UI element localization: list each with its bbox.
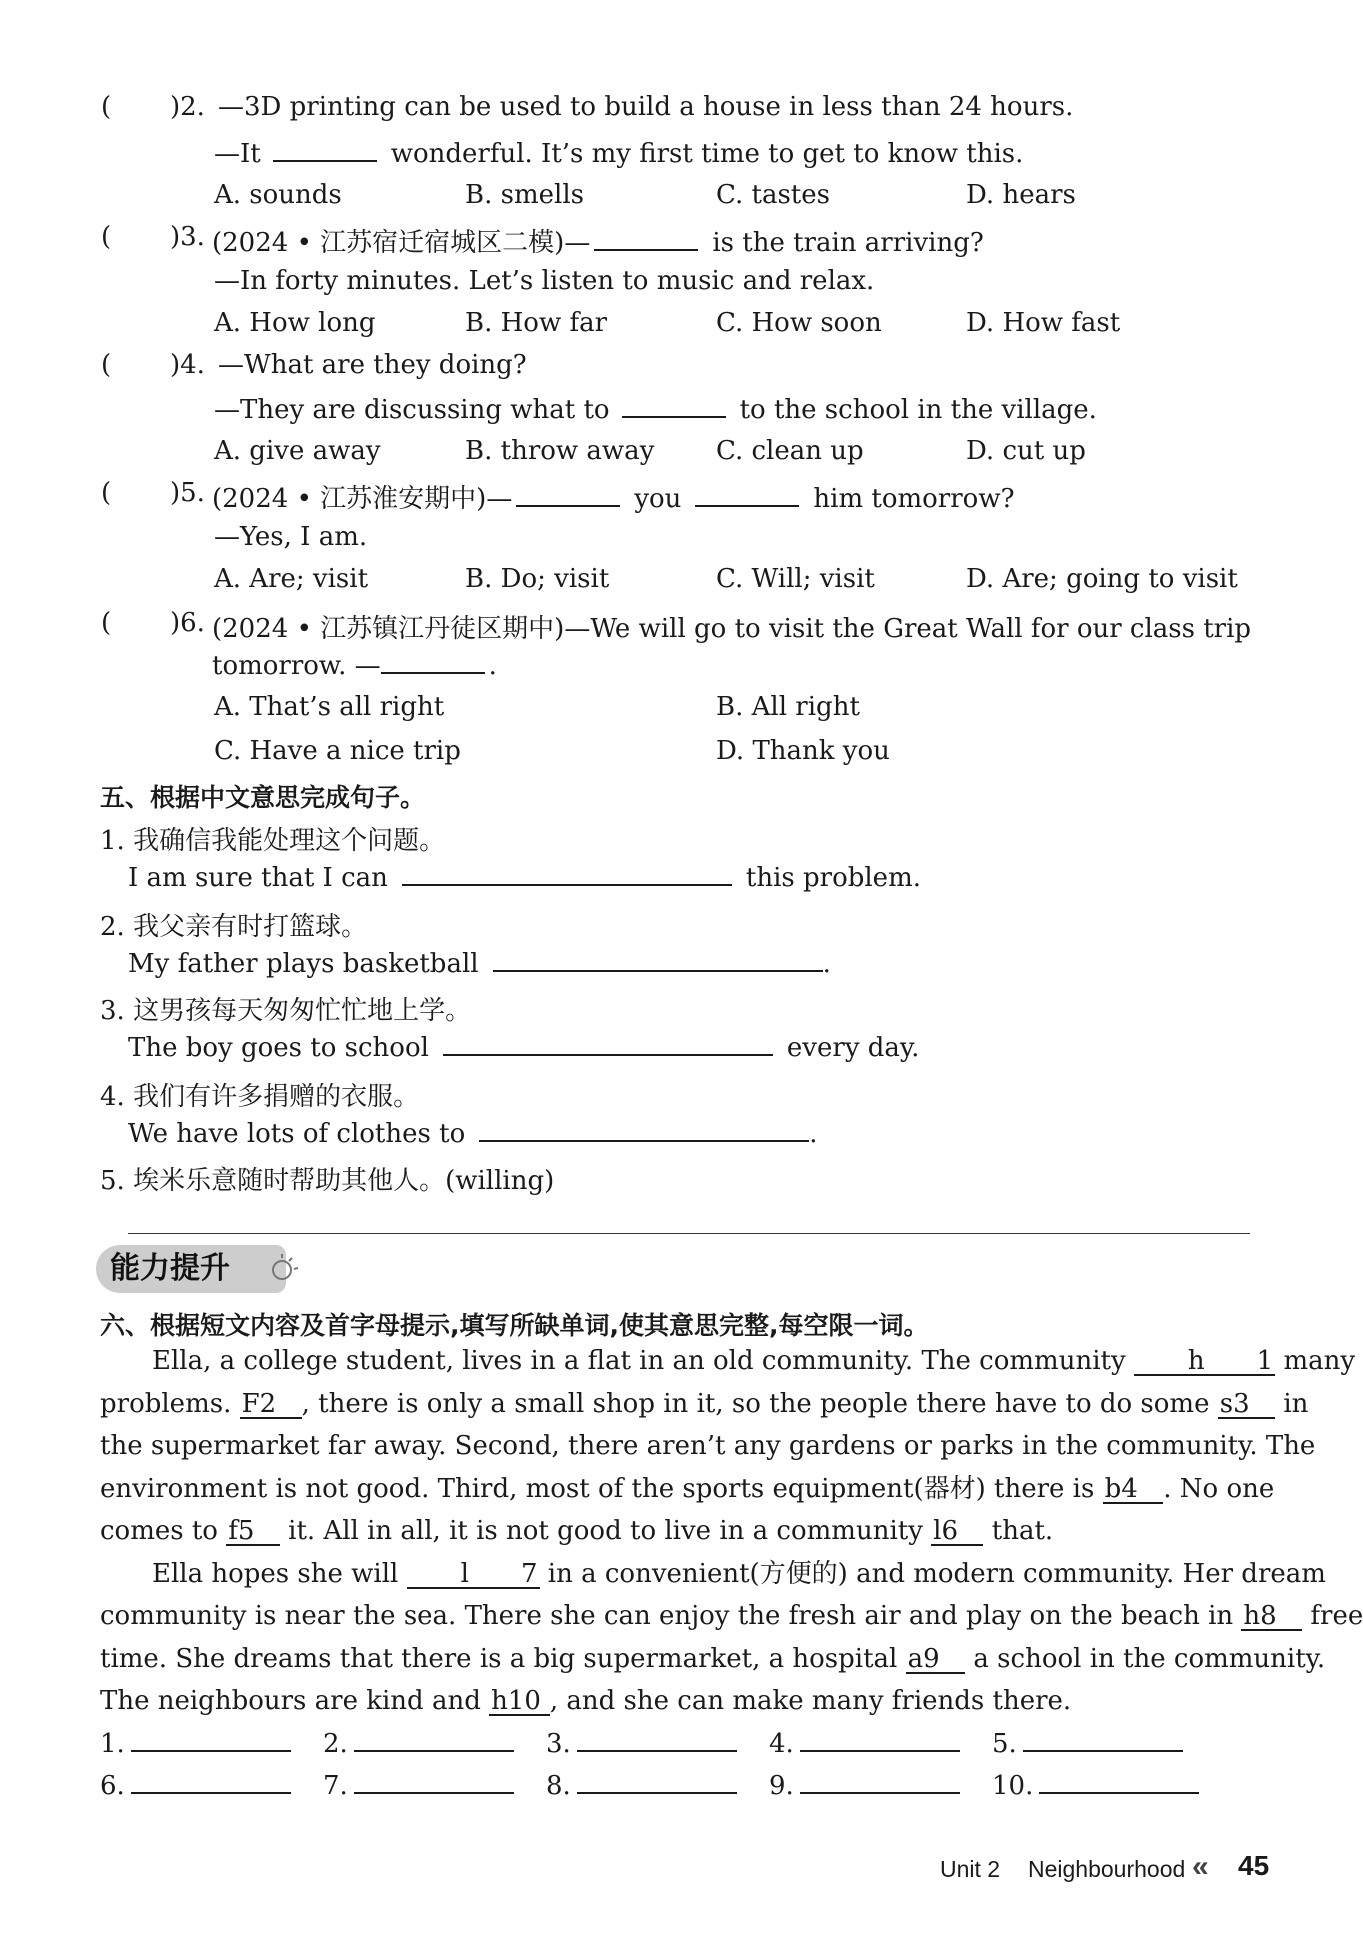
answer-slot[interactable]	[992, 1768, 1199, 1801]
answer-label: 8.	[546, 1771, 571, 1801]
fill-blank[interactable]	[594, 227, 698, 251]
fill-blank[interactable]	[273, 138, 377, 162]
page-number: 45	[1238, 1850, 1270, 1881]
initial-letter: b	[1104, 1473, 1122, 1504]
passage-text: , there is only a small shop in it, so the people there have to do some	[301, 1388, 1218, 1419]
initial-letter: f	[228, 1516, 238, 1546]
cloze-blank[interactable]	[931, 1518, 983, 1546]
question-stem: (2024 • 江苏镇江丹徒区期中)—We will go to visit the Great Wall for our class trip	[212, 614, 1252, 644]
passage-text: it. All in all, it is not good to live in a community	[279, 1516, 932, 1546]
passage-text: many	[1275, 1346, 1356, 1376]
passage-text: free	[1302, 1601, 1363, 1631]
answer-blank[interactable]	[354, 1768, 514, 1794]
translation-sentence: My father plays basketball .	[128, 949, 831, 979]
answer-label: 6.	[100, 1771, 125, 1801]
question-number: )5.	[170, 478, 205, 508]
passage-line	[100, 1638, 1326, 1681]
option-a[interactable]: A. That’s all right	[214, 692, 445, 722]
question-stem: —In forty minutes. Let’s listen to music and relax.	[214, 266, 875, 296]
fill-blank[interactable]	[516, 483, 620, 507]
blank-number: 2	[259, 1388, 277, 1419]
passage-text: community is near the sea. There she can enjoy the fresh air and play on the beach in	[100, 1601, 1242, 1631]
answer-label: 10.	[992, 1771, 1034, 1801]
answer-bracket[interactable]: (	[101, 92, 112, 122]
option-c[interactable]: C. How soon	[716, 308, 882, 338]
question-number: )4.	[170, 350, 205, 380]
answer-bracket[interactable]: (	[101, 608, 112, 638]
passage-text: . No one	[1163, 1473, 1275, 1504]
passage-line	[100, 1383, 1309, 1426]
question-stem: —Yes, I am.	[214, 522, 368, 552]
option-b[interactable]: B. smells	[465, 180, 584, 210]
blank-number: 8	[1260, 1601, 1277, 1631]
passage-text: Ella, a college student, lives in a flat in an old community. The community	[152, 1346, 1134, 1376]
question-stem: —They are discussing what to to the school in the village.	[214, 395, 1097, 425]
option-d[interactable]: D. cut up	[966, 436, 1086, 466]
passage-text: a school in the community.	[965, 1643, 1326, 1674]
initial-letter: s	[1219, 1388, 1234, 1419]
answer-slot[interactable]	[769, 1726, 960, 1759]
question-stem: (2024 • 江苏宿迁宿城区二模)— is the train arriving?	[212, 228, 984, 258]
fill-blank[interactable]	[493, 948, 823, 972]
passage-text: in a convenient(方便的) and modern community. Her dream	[539, 1558, 1326, 1589]
initial-letter: h	[1187, 1346, 1205, 1376]
passage-line	[100, 1595, 1363, 1638]
answer-label: 5.	[992, 1729, 1017, 1759]
initial-letter: h	[491, 1686, 508, 1716]
option-d[interactable]: D. Are; going to visit	[966, 564, 1238, 594]
question-number: )6.	[170, 608, 205, 638]
cloze-blank[interactable]	[240, 1388, 302, 1419]
option-b[interactable]: B. throw away	[465, 436, 655, 466]
answer-slot[interactable]	[323, 1768, 514, 1801]
option-d[interactable]: D. hears	[966, 180, 1076, 210]
passage-text: , and she can make many friends there.	[549, 1686, 1072, 1716]
section-title: 五、根据中文意思完成句子。	[100, 783, 426, 812]
question-stem: —3D printing can be used to build a house in less than 24 hours.	[218, 92, 1074, 122]
option-c[interactable]: C. Will; visit	[716, 564, 875, 594]
passage-text: the supermarket far away. Second, there aren’t any gardens or parks in the community. The	[100, 1431, 1316, 1461]
blank-number: 9	[923, 1643, 940, 1674]
passage-text: The neighbours are kind and	[100, 1686, 490, 1716]
initial-letter: l	[933, 1516, 942, 1546]
passage-line	[100, 1340, 1356, 1383]
answer-slot[interactable]	[100, 1768, 291, 1801]
option-a[interactable]: A. give away	[214, 436, 381, 466]
chevron-left-icon: «	[1192, 1850, 1209, 1883]
cloze-blank[interactable]	[489, 1688, 550, 1716]
lightbulb-icon	[270, 1252, 300, 1286]
answer-slot[interactable]	[769, 1768, 960, 1801]
question-stem: —It wonderful. It’s my first time to get to know this.	[214, 139, 1024, 169]
blank-number: 3	[1233, 1388, 1250, 1419]
fill-blank[interactable]	[695, 483, 799, 507]
answer-label: 4.	[769, 1729, 794, 1759]
translation-prompt: 1. 我确信我能处理这个问题。	[100, 826, 446, 856]
cloze-blank[interactable]	[407, 1558, 540, 1589]
option-a[interactable]: A. Are; visit	[214, 564, 369, 594]
question-number: )2.	[170, 92, 205, 122]
option-b[interactable]: B. All right	[716, 692, 860, 722]
answer-slot[interactable]	[323, 1726, 514, 1759]
blank-number: 10	[507, 1686, 541, 1716]
blank-number: 4	[1121, 1473, 1138, 1504]
fill-blank[interactable]	[479, 1118, 809, 1142]
blank-number: 1	[1256, 1346, 1274, 1376]
blank-number: 6	[941, 1516, 959, 1546]
answer-blank[interactable]	[1023, 1726, 1183, 1752]
cloze-blank[interactable]	[1241, 1603, 1302, 1631]
option-b[interactable]: B. How far	[465, 308, 608, 338]
question-number: )3.	[170, 222, 205, 252]
passage-text: problems.	[100, 1388, 240, 1419]
answer-blank[interactable]	[800, 1768, 960, 1794]
question-stem: tomorrow. — .	[212, 651, 497, 681]
answer-slot[interactable]	[992, 1726, 1183, 1759]
translation-prompt: 4. 我们有许多捐赠的衣服。	[100, 1082, 420, 1112]
passage-text: that.	[983, 1516, 1054, 1546]
initial-letter: l	[460, 1558, 469, 1589]
passage-text: environment is not good. Third, most of the sports equipment(器材) there is	[100, 1473, 1103, 1504]
answer-label: 9.	[769, 1771, 794, 1801]
answer-bracket[interactable]: (	[101, 350, 112, 380]
initial-letter: a	[907, 1643, 924, 1674]
passage-line	[100, 1468, 1275, 1511]
blank-number: 7	[520, 1558, 538, 1589]
passage-line	[100, 1553, 1326, 1596]
cloze-blank[interactable]	[226, 1518, 280, 1546]
passage-line	[100, 1425, 1316, 1468]
initial-letter: F	[241, 1388, 260, 1419]
answer-blank[interactable]	[577, 1726, 737, 1752]
passage-text: Ella hopes she will	[152, 1558, 407, 1589]
passage-text: comes to	[100, 1516, 227, 1546]
answer-blank[interactable]	[1039, 1768, 1199, 1794]
translation-sentence: We have lots of clothes to .	[128, 1119, 818, 1149]
cloze-blank[interactable]	[1134, 1348, 1275, 1376]
option-b[interactable]: B. Do; visit	[465, 564, 610, 594]
answer-slot[interactable]	[546, 1726, 737, 1759]
answer-label: 2.	[323, 1729, 348, 1759]
fill-blank[interactable]	[381, 650, 485, 674]
option-d[interactable]: D. How fast	[966, 308, 1121, 338]
answer-label: 1.	[100, 1729, 125, 1759]
option-c[interactable]: C. clean up	[716, 436, 864, 466]
answer-slot[interactable]	[546, 1768, 737, 1801]
footer-title: Neighbourhood	[1028, 1856, 1186, 1882]
answer-line[interactable]	[128, 1233, 1250, 1234]
fill-blank[interactable]	[443, 1032, 773, 1056]
passage-line	[100, 1680, 1252, 1723]
translation-sentence: The boy goes to school every day.	[128, 1033, 920, 1063]
answer-blank[interactable]	[800, 1726, 960, 1752]
answer-blank[interactable]	[354, 1726, 514, 1752]
passage-text: in	[1275, 1388, 1309, 1419]
answer-blank[interactable]	[131, 1726, 291, 1752]
passage-line	[100, 1510, 1252, 1553]
cloze-blank[interactable]	[1218, 1388, 1275, 1419]
option-d[interactable]: D. Thank you	[716, 736, 890, 766]
translation-prompt: 3. 这男孩每天匆匆忙忙地上学。	[100, 996, 472, 1026]
answer-label: 7.	[323, 1771, 348, 1801]
cloze-blank[interactable]	[906, 1643, 966, 1674]
footer-unit: Unit 2	[940, 1856, 1001, 1882]
question-stem: (2024 • 江苏淮安期中)— you him tomorrow?	[212, 484, 1015, 514]
initial-letter: h	[1243, 1601, 1261, 1631]
question-stem: —What are they doing?	[218, 350, 527, 380]
cloze-passage	[100, 1340, 1363, 1723]
fill-blank[interactable]	[402, 862, 732, 886]
answer-blank[interactable]	[131, 1768, 291, 1794]
cloze-blank[interactable]	[1103, 1473, 1164, 1504]
answer-bracket[interactable]: (	[101, 222, 112, 252]
section-title: 六、根据短文内容及首字母提示,填写所缺单词,使其意思完整,每空限一词。	[100, 1311, 929, 1340]
translation-prompt: 5. 埃米乐意随时帮助其他人。(willing)	[100, 1166, 555, 1196]
option-c[interactable]: C. tastes	[716, 180, 830, 210]
answer-label: 3.	[546, 1729, 571, 1759]
option-a[interactable]: A. sounds	[214, 180, 342, 210]
translation-sentence: I am sure that I can this problem.	[128, 863, 921, 893]
translation-prompt: 2. 我父亲有时打篮球。	[100, 912, 368, 942]
passage-text: time. She dreams that there is a big supermarket, a hospital	[100, 1643, 906, 1674]
option-c[interactable]: C. Have a nice trip	[214, 736, 461, 766]
blank-number: 5	[237, 1516, 255, 1546]
answer-bracket[interactable]: (	[101, 478, 112, 508]
answer-slot[interactable]	[100, 1726, 291, 1759]
section-banner: 能力提升	[96, 1245, 286, 1293]
fill-blank[interactable]	[622, 394, 726, 418]
option-a[interactable]: A. How long	[214, 308, 376, 338]
answer-blank[interactable]	[577, 1768, 737, 1794]
